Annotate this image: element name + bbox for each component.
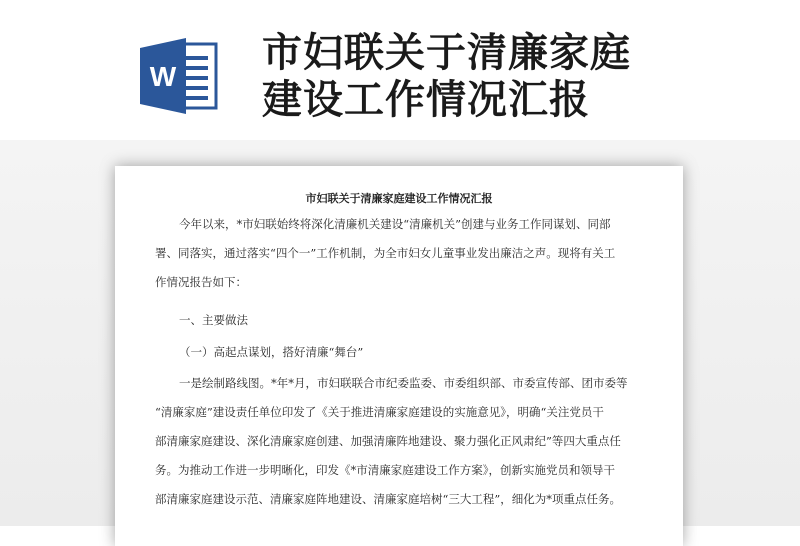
intro-line-1: 今年以来，*市妇联始终将深化清廉机关建设“清廉机关”创建与业务工作同谋划、同部 [179, 217, 611, 231]
body-line-4: 务。为推动工作进一步明晰化，印发《*市清廉家庭建设工作方案》，创新实施党员和领导干 [155, 463, 615, 477]
section-heading: 一、主要做法 [179, 313, 248, 327]
word-icon-letter: W [149, 61, 177, 92]
banner-title-line-2: 建设工作情况汇报 [262, 77, 590, 123]
banner [0, 0, 800, 150]
subsection-heading: （一）高起点谋划，搭好清廉“舞台” [179, 345, 364, 359]
intro-line-3: 作情况报告如下： [155, 275, 247, 289]
body-line-2: “清廉家庭”建设责任单位印发了《关于推进清廉家庭建设的实施意见》，明确“关注党员干 [155, 405, 604, 419]
intro-paragraph [155, 210, 655, 297]
intro-line-2: 署、同落实，通过落实“四个一”工作机制，为全市妇女儿童事业发出廉洁之声。现将有关工 [155, 246, 616, 260]
body-line-5: 部清廉家庭建设示范、清廉家庭阵地建设、清廉家庭培树“三大工程”，细化为*项重点任务。 [155, 492, 622, 506]
body-line-3: 部清廉家庭建设、深化清廉家庭创建、加强清廉阵地建设、聚力强化正风肃纪”等四大重点任 [155, 434, 621, 448]
banner-title-line-1: 市妇联关于清廉家庭 [262, 30, 631, 76]
document-title: 市妇联关于清廉家庭建设工作情况汇报 [305, 192, 493, 205]
body-paragraph [155, 369, 655, 514]
body-line-1: 一是绘制路线图。*年*月，市妇联联合市纪委监委、市委组织部、市委宣传部、团市委等 [179, 376, 628, 390]
document-page [115, 166, 683, 546]
word-icon [140, 36, 218, 116]
banner-title [262, 30, 631, 124]
